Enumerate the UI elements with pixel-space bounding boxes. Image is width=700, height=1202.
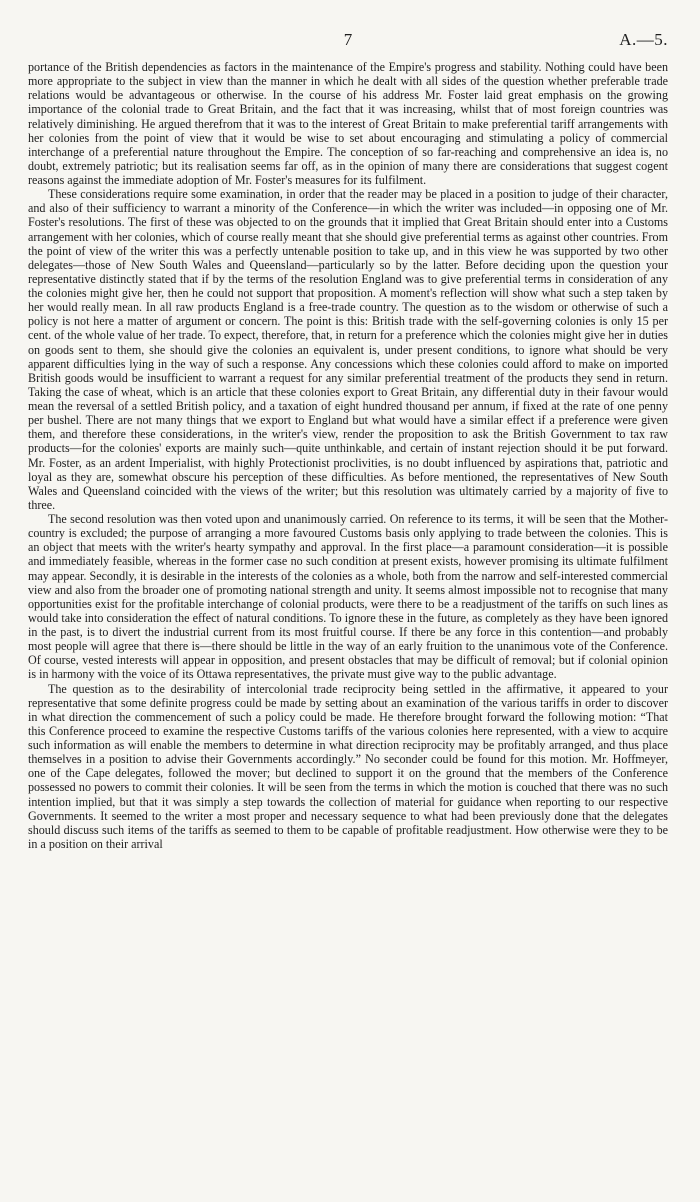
paragraph-4: The question as to the desirability of intercolonial trade reciprocity being settled in the affirmative, it appeared to your representative that some definite progress could be made by setting about an examination of the various tariffs in order to discover in what direction the commencement of such a policy could be made. He therefore brought forward the following motion: “That this Conference proceed to examine the respective Customs tariffs of the various colonies here represented, with a view to acquire such information as will enable the members to determine in what direction reciprocity may be profitably arranged, and thus place themselves in a position to advise their Governments accordingly.” No seconder could be found for this motion. Mr. Hoffmeyer, one of the Cape delegates, followed the mover; but declined to support it on the ground that the members of the Conference possessed no powers to commit their colonies. It will be seen from the terms in which the motion is couched that there was no such intention implied, but that it was simply a step towards the collection of material for guidance when reporting to our respective Governments. It seemed to the writer a most proper and necessary sequence to what had been previously done that the delegates should discuss such items of the tariffs as seemed to them to be capable of profitable readjustment. How otherwise were they to be in a position on their arrival	[28, 681, 668, 851]
paper-reference: A.—5.	[619, 30, 668, 49]
page-header	[28, 30, 668, 54]
page-number: 7	[343, 30, 353, 49]
document-page	[28, 30, 668, 851]
paragraph-3: The second resolution was then voted upon and unanimously carried. On reference to its terms, it will be seen that the Mother-country is excluded; the purpose of arranging a more favoured Customs basis only applying to trade between the colonies. This is an object that meets with the writer's hearty sympathy and approval. In the first place—a paramount consideration—it is possible and immediately feasible, whereas in the former case no such condition at present exists, however promising its ultimate fulfilment may appear. Secondly, it is desirable in the interests of the colonies as a whole, both from the narrow and self-interested commercial view and also from the broader one of promoting national strength and unity. It seems almost impossible not to recognise that many opportunities exist for the profitable interchange of colonial products, were there to be a readjustment of the tariffs on such lines as would take into consideration the effect of natural conditions. To ignore these in the future, as completely as they have been ignored in the past, is to divert the industrial current from its most fruitful course. If there be any force in this contention—and probably most people will agree that there is—there should be little in the way of an early fruition to the unanimous vote of the Conference. Of course, vested interests will appear in opposition, and present obstacles that may be difficult of removal; but if colonial opinion is in harmony with the voice of its Ottawa representatives, the private must give way to the public advantage.	[28, 512, 668, 682]
paragraph-2: These considerations require some examination, in order that the reader may be placed in a position to judge of their character, and also of their sufficiency to warrant a minority of the Conference—in which the writer was included—in opposing one of Mr. Foster's resolutions. The first of these was objected to on the grounds that it implied that Great Britain should enter into a Customs arrangement with her colonies, which of course really meant that she should give preferential terms as against other countries. From the point of view of the writer this was a perfectly untenable position to take up, and in this view he was supported by two other delegates—those of New South Wales and Queensland—particularly so by the latter. Before deciding upon the question your representative distinctly stated that if by the terms of the resolution England was to give preferential terms in consideration of any the colonies might give her, then he could not support that proposition. A moment's reflection will show what such a step taken by her would really mean. In all raw products England is a free-trade country. The question as to the wisdom or otherwise of such a policy is not here a matter of argument or concern. The point is this: British trade with the self-governing colonies is only 15 per cent. of the whole value of her trade. To expect, therefore, that, in return for a preference which the colonies might give her in duties on goods sent to them, she should give the colonies an equivalent is, under present conditions, to ignore what should be very apparent difficulties lying in the way of such a response. Any concessions which these colonies could afford to make on imported British goods would be insufficient to warrant a request for any similar preferential treatment of the products they send in return. Taking the case of wheat, which is an article that these colonies export to Great Britain, any differential duty in their favour would mean the reversal of a settled British policy, and a taxation of eight hundred thousand per annum, if fixed at the rate of one penny per bushel. There are not many things that we export to England but what would have a similar effect if a preference were given them, and therefore these considerations, in the writer's view, render the proposition to ask the British Government to tax raw products—for the colonies' exports are mainly such—quite unthinkable, and certain of instant rejection should it be put forward. Mr. Foster, as an ardent Imperialist, with highly Protectionist proclivities, is no doubt influenced by aspirations that, patriotic and loyal as they are, somewhat obscure his perception of these difficulties. As before mentioned, the representatives of New South Wales and Queensland coincided with the views of the writer; but this resolution was ultimately carried by a majority of five to three.	[28, 187, 668, 512]
paragraph-1: portance of the British dependencies as factors in the maintenance of the Empire's progress and stability. Nothing could have been more appropriate to the subject in view than the manner in which he dealt with all sides of the question whether preferable trade relations would be advantageous or otherwise. In the course of his address Mr. Foster laid great emphasis on the growing importance of the colonial trade to Great Britain, and the fact that it was increasing, whilst that of most foreign countries was relatively diminishing. He argued therefrom that it was to the interest of Great Britain to make preferential tariff arrangements with her colonies from the point of view that it would be wise to set about encouraging and stimulating a policy of commercial interchange of a preferential nature throughout the Empire. The conception of so far-reaching and comprehensive an idea is, no doubt, extremely patriotic; but its realisation seems far off, as in the opinion of many there are considerations that suggest cogent reasons against the immediate adoption of Mr. Foster's measures for its fulfilment.	[28, 60, 668, 187]
document-body	[28, 60, 668, 851]
